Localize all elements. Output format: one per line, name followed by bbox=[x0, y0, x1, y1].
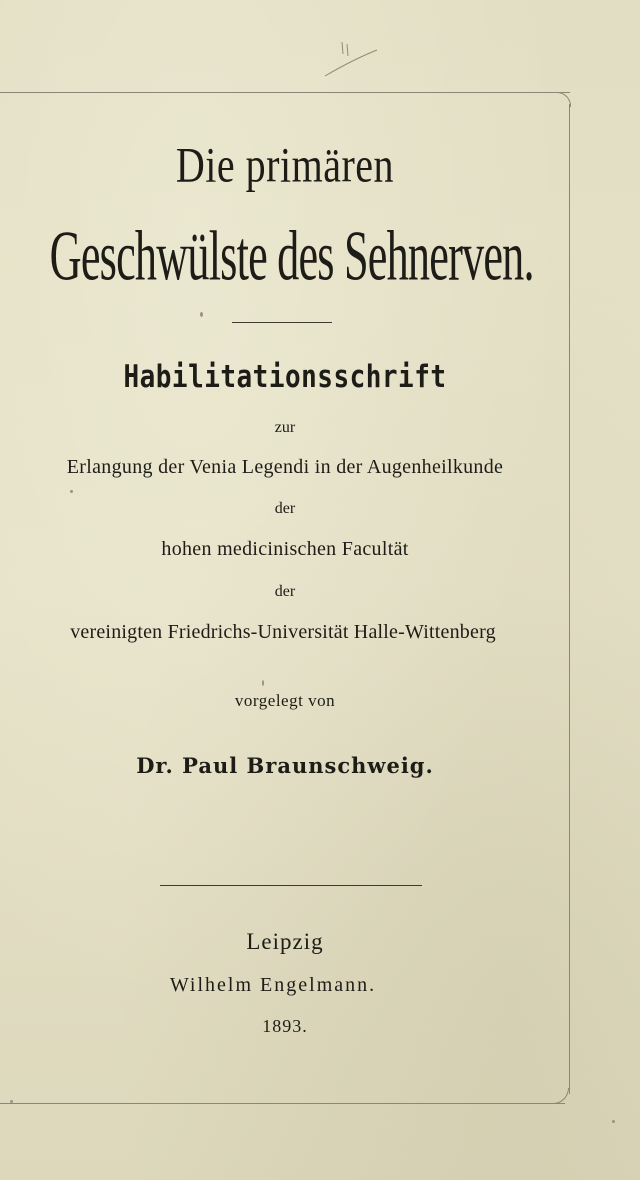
purpose-line-universitaet: vereinigten Friedrichs-Universität Halle-Wittenberg bbox=[70, 621, 496, 643]
paper-speck bbox=[70, 490, 73, 493]
genre-heading: Habilitationsschrift bbox=[123, 359, 447, 396]
paper-speck bbox=[10, 1100, 13, 1103]
imprint-place: Leipzig bbox=[246, 929, 324, 954]
purpose-line-venia: Erlangung der Venia Legendi in der Augenheilkunde bbox=[66, 456, 504, 478]
page-border-bottom bbox=[0, 1103, 565, 1104]
title-divider bbox=[232, 322, 332, 323]
purpose-line-zur: zur bbox=[274, 419, 296, 436]
paper-speck bbox=[262, 680, 264, 686]
paper-speck bbox=[200, 312, 203, 317]
imprint-year: 1893. bbox=[262, 1016, 308, 1036]
purpose-line-facultaet: hohen medicinischen Facultät bbox=[161, 538, 409, 560]
paper-speck bbox=[612, 1120, 615, 1123]
page-border-corner-bottom bbox=[552, 1088, 569, 1104]
author-name: Dr. Paul Braunschweig. bbox=[136, 753, 434, 778]
purpose-line-der-2: der bbox=[274, 583, 296, 600]
purpose-line-der-1: der bbox=[274, 500, 296, 517]
title-line-2: Geschwülste des Sehnerven. bbox=[49, 216, 534, 296]
imprint-divider bbox=[160, 885, 422, 886]
page-border-top bbox=[0, 92, 570, 93]
imprint-publisher: Wilhelm Engelmann. bbox=[169, 974, 377, 996]
presented-by: vorgelegt von bbox=[234, 691, 336, 710]
pencil-mark bbox=[322, 40, 382, 80]
title-line-1: Die primären bbox=[175, 136, 395, 193]
